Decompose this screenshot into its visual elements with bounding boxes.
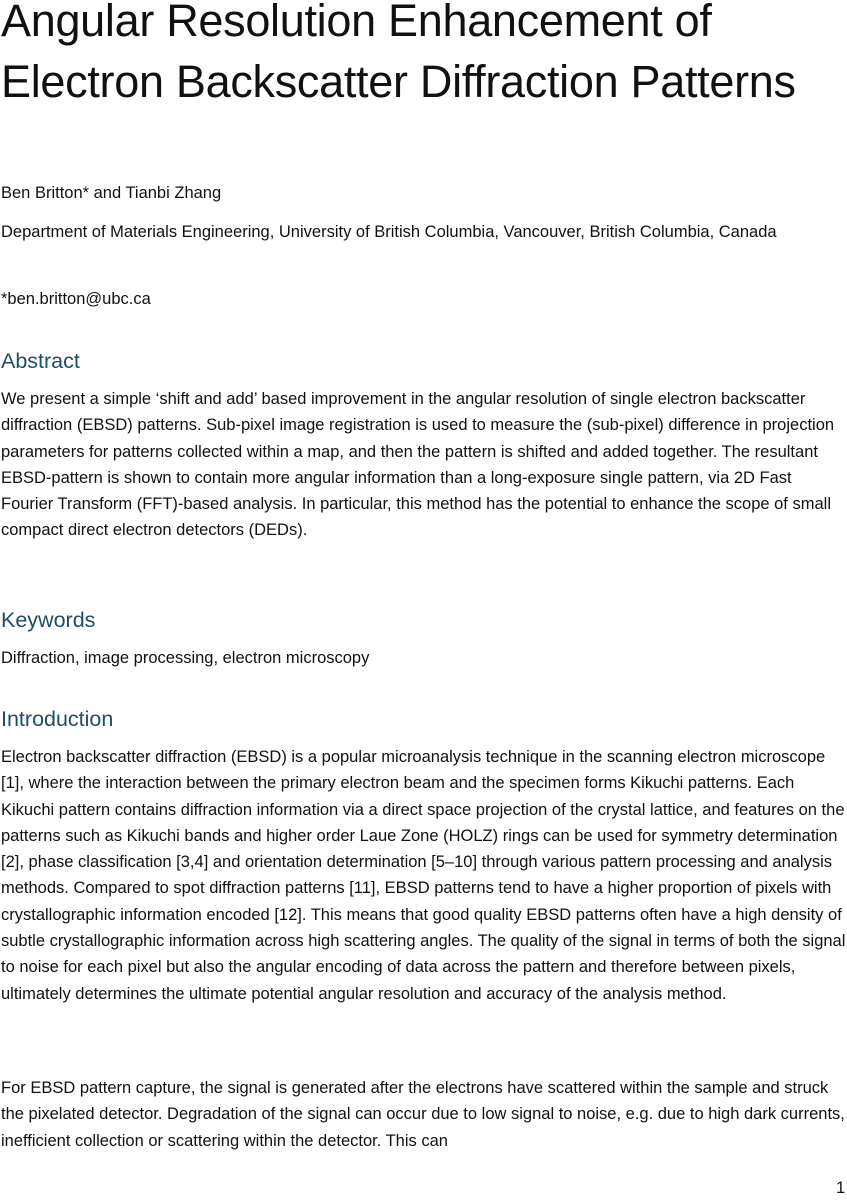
paper-title: Angular Resolution Enhancement of Electron Backscatter Diffraction Patterns [1, 0, 796, 107]
introduction-paragraph-1: Electron backscatter diffraction (EBSD) is a popular microanalysis technique in the scanning electron microscope [1], where the interaction between the primary electron beam and the specimen forms Kikuchi patterns. Each Kikuchi pattern contains diffraction information via a direct space projection of the crystal lattice, and features on the patterns such as Kikuchi bands and higher order Laue Zone (HOLZ) rings can be used for symmetry determination [2], phase classification [3,4] and orientation determination [5–10] through various pattern processing and analysis methods. Compared to spot diffraction patterns [11], EBSD patterns tend to have a higher proportion of pixels with crystallographic information encoded [12]. This means that good quality EBSD patterns often have a high density of subtle crystallographic information across high scattering angles. The quality of the signal in terms of both the signal to noise for each pixel but also the angular encoding of data across the pattern and therefore between pixels, ultimately determines the ultimate potential angular resolution and accuracy of the analysis method. [1, 748, 846, 1003]
abstract-text: We present a simple ‘shift and add’ based improvement in the angular resolution of single electron backscatter diffraction (EBSD) patterns. Sub-pixel image registration is used to measure the (sub-pixel) difference in projection parameters for patterns collected within a map, and then the pattern is shifted and added together. The resultant EBSD-pattern is shown to contain more angular information than a long-exposure single pattern, via 2D Fast Fourier Transform (FFT)-based analysis. In particular, this method has the potential to enhance the scope of small compact direct electron detectors (DEDs). [1, 390, 835, 540]
introduction-heading: Introduction [1, 707, 114, 731]
page-number: 1 [836, 1179, 846, 1197]
introduction-paragraph-2: For EBSD pattern capture, the signal is generated after the electrons have scattered within the sample and struck the pixelated detector. Degradation of the signal can occur due to low signal to noise, e.g. due to high dark currents, inefficient collection or scattering within the detector. This can [1, 1079, 845, 1150]
keywords-text: Diffraction, image processing, electron microscopy [1, 649, 370, 667]
abstract-heading: Abstract [1, 349, 80, 373]
corresponding-email: *ben.britton@ubc.ca [1, 290, 151, 308]
author-affiliation: Department of Materials Engineering, University of British Columbia, Vancouver, British Columbia, Canada [1, 223, 777, 241]
keywords-heading: Keywords [1, 608, 96, 632]
author-list: Ben Britton* and Tianbi Zhang [1, 184, 222, 202]
